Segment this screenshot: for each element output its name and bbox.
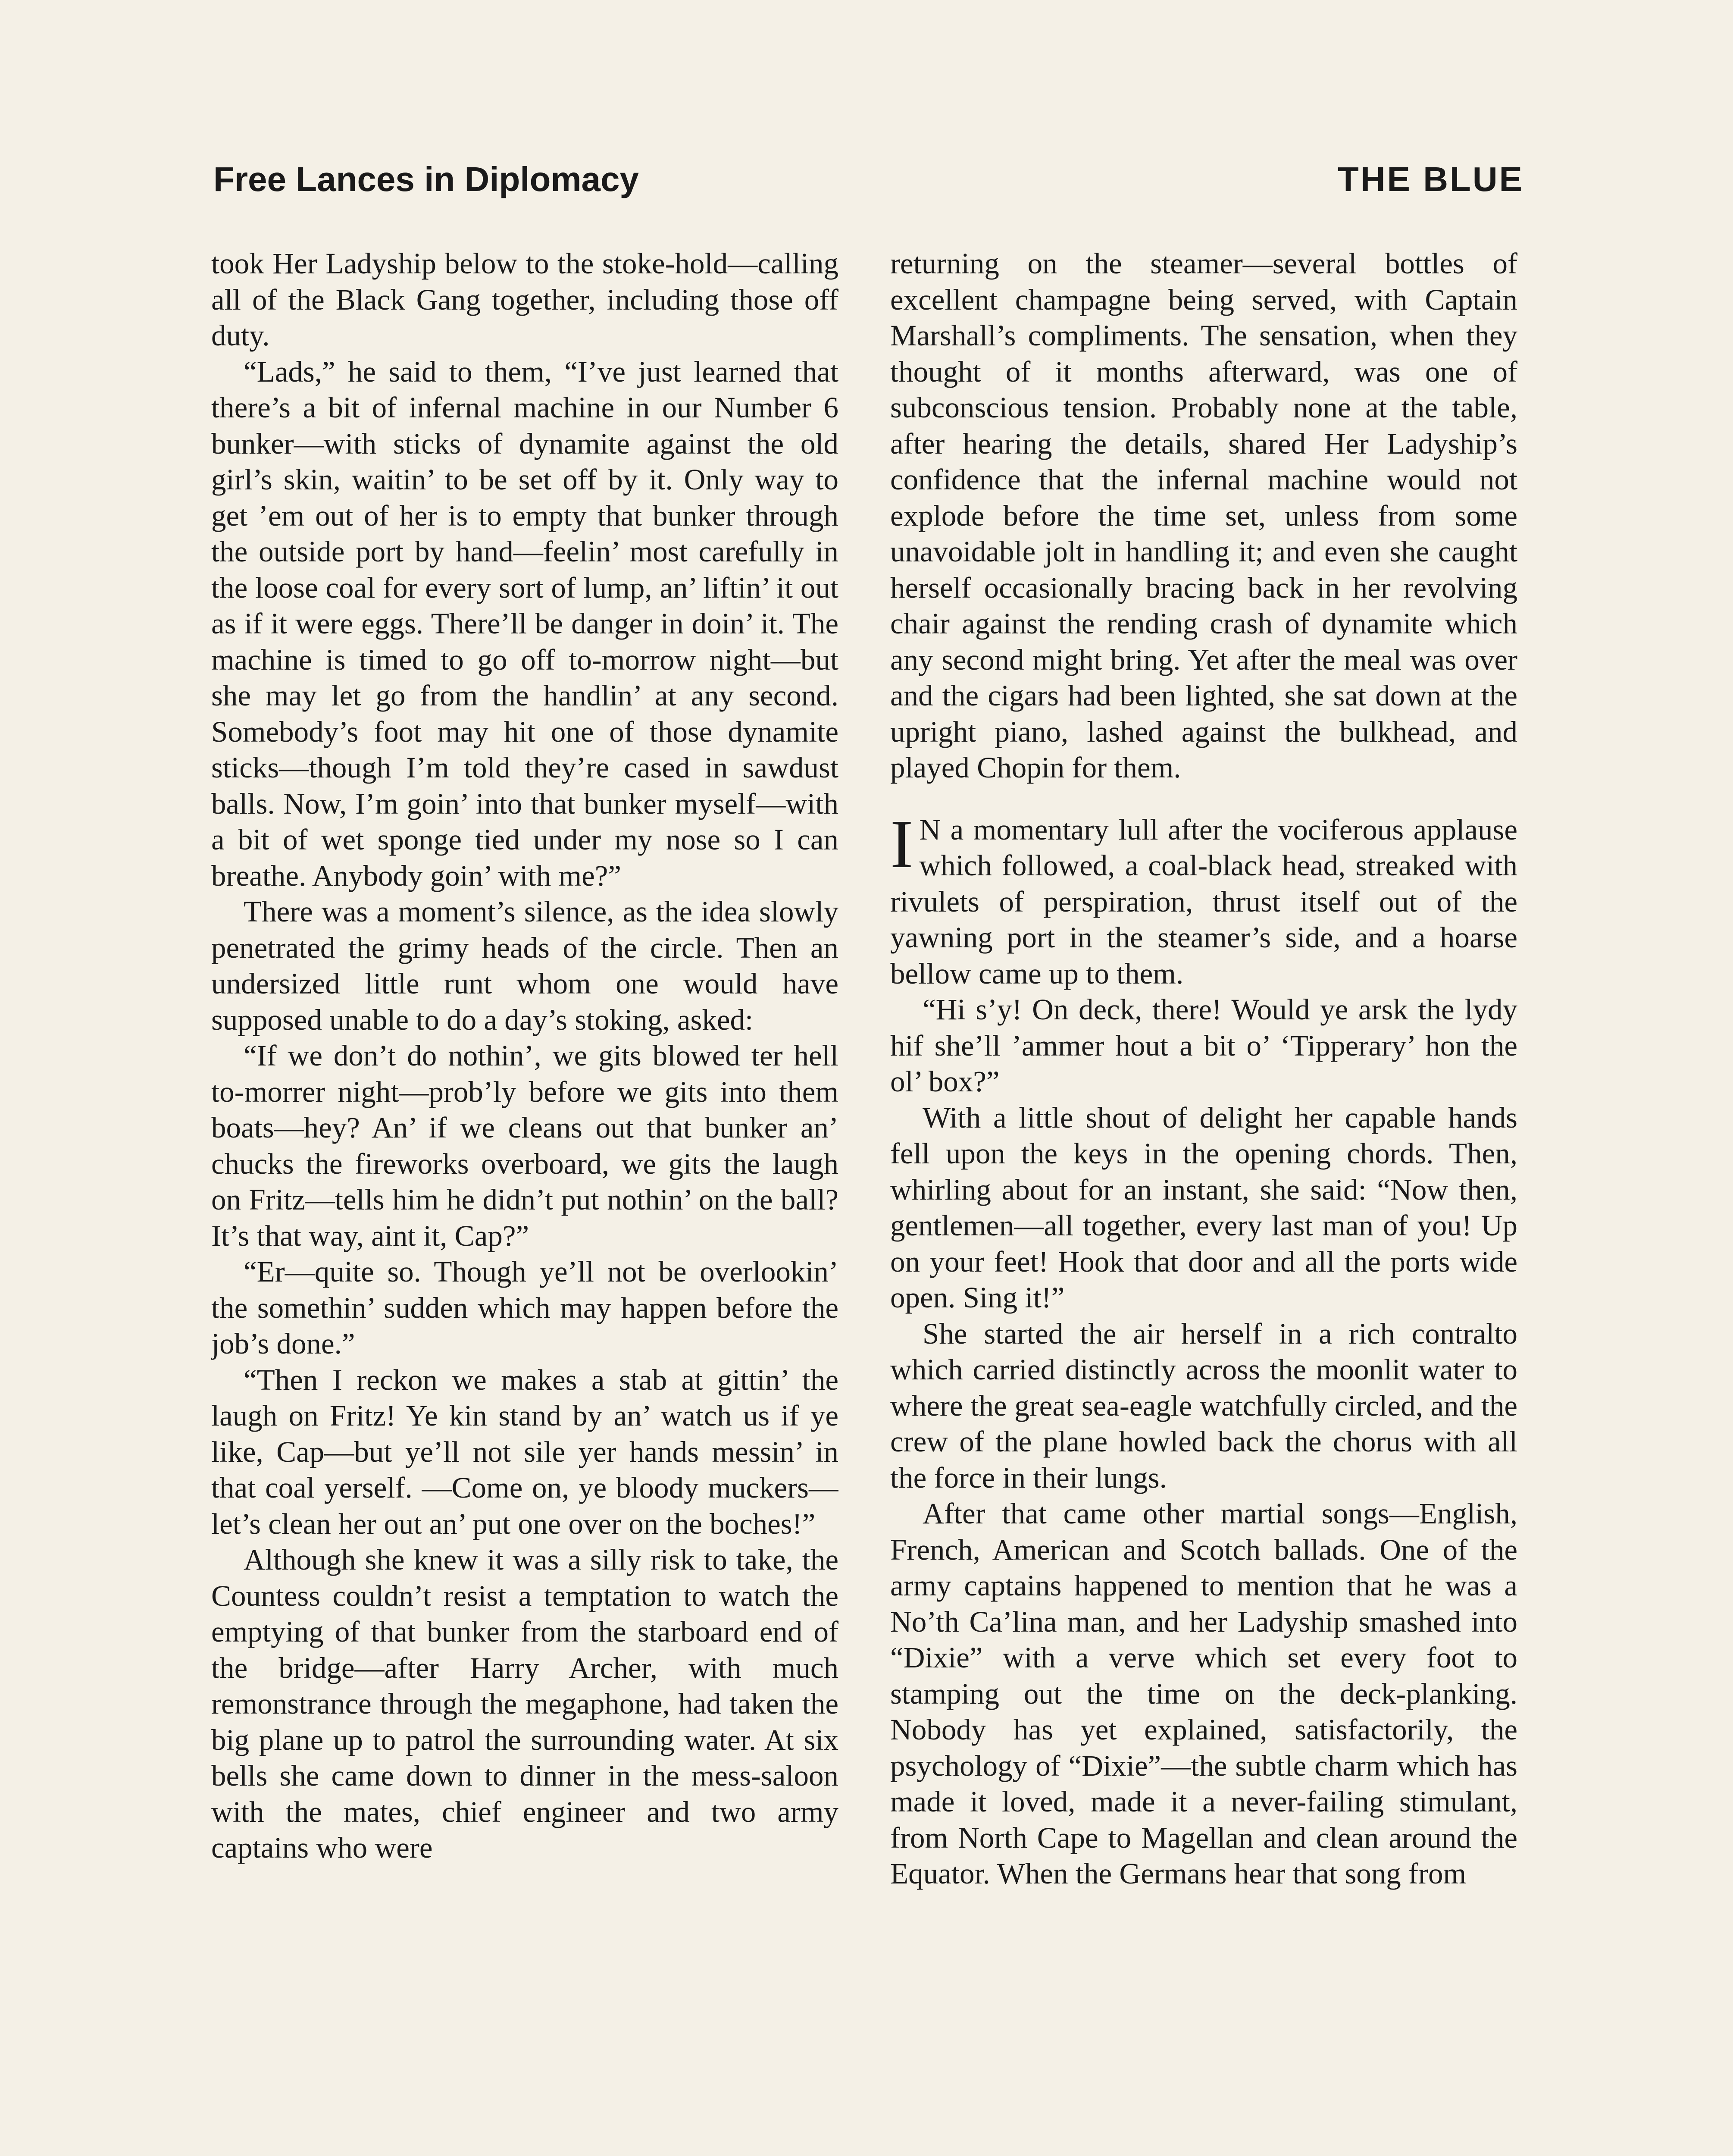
paragraph: took Her Ladyship below to the stoke-hold—calling all of the Black Gang together, including those off duty. — [211, 247, 838, 352]
left-column — [211, 246, 838, 2156]
paragraph: “Er—quite so. Though ye’ll not be overlookin’ the somethin’ sudden which may happen before the job’s done.” — [211, 1255, 838, 1360]
paragraph: “If we don’t do nothin’, we gits blowed ter hell to-morrer night—prob’ly before we gits into them boats—hey? An’ if we cleans out that bunker an’ chucks the fireworks overboard, we gits the laugh on Fritz—tells him he didn’t put nothin’ on the ball? It’s that way, aint it, Cap?” — [211, 1039, 838, 1252]
paragraph: With a little shout of delight her capable hands fell upon the keys in the opening chords. Then, whirling about for an instant, she said: “Now then, gentlemen—all together, every last man of you! Up on your feet! Hook that door and all the ports wide open. Sing it!” — [890, 1101, 1517, 1314]
magazine-name: THE BLUE — [1338, 160, 1524, 198]
paragraph: “Then I reckon we makes a stab at gittin’ the laugh on Fritz! Ye kin stand by an’ watch us if ye like, Cap—but ye’ll not sile yer hands messin’ in that coal yerself. —Come on, ye bloody muckers—let’s clean her out an’ put one over on the boches!” — [211, 1363, 838, 1540]
paragraph: “Lads,” he said to them, “I’ve just learned that there’s a bit of infernal machine in our Number 6 bunker—with sticks of dynamite against the old girl’s skin, waitin’ to be set off by it. Only way to get ’em out of her is to empty that bunker through the outside port by hand—feelin’ most carefully in the loose coal for every sort of lump, an’ liftin’ it out as if it were eggs. There’ll be danger in doin’ it. The machine is timed to go off to-morrow night—but she may let go from the handlin’ at any second. Somebody’s foot may hit one of those dynamite sticks—though I’m told they’re cased in sawdust balls. Now, I’m goin’ into that bunker myself—with a bit of wet sponge tied under my nose so I can breathe. Anybody goin’ with me?” — [211, 355, 838, 892]
story-title: Free Lances in Diplomacy — [213, 160, 639, 198]
paragraph: “Hi s’y! On deck, there! Would ye arsk the lydy hif she’ll ’ammer hout a bit o’ ‘Tipperary’ hon the ol’ box?” — [890, 993, 1517, 1098]
paragraph: There was a moment’s silence, as the idea slowly penetrated the grimy heads of the circle. Then an undersized little runt whom one would have supposed unable to do a day’s stoking, asked: — [211, 895, 838, 1036]
paragraph: returning on the steamer—several bottles of excellent champagne being served, with Captain Marshall’s compliments. The sensation, when they thought of it months afterward, was one of subconscious tension. Probably none at the table, after hearing the details, shared Her Ladyship’s confidence that the infernal machine would not explode before the time set, unless from some unavoidable jolt in handling it; and even she caught herself occasionally bracing back in her revolving chair against the rending crash of dynamite which any second might bring. Yet after the meal was over and the cigars had been lighted, she sat down at the upright piano, lashed against the bulkhead, and played Chopin for them. — [890, 247, 1517, 784]
paragraph: After that came other martial songs—English, French, American and Scotch ballads. One of the army captains happened to mention that he was a No’th Ca’lina man, and her Ladyship smashed into “Dixie” with a verve which set every foot to stamping out the time on the deck-planking. Nobody has yet explained, satisfactorily, the psychology of “Dixie”—the subtle charm which has made it loved, made it a never-failing stimulant, from North Cape to Magellan and clean around the Equator. When the Germans hear that song from — [890, 1497, 1517, 1890]
running-header — [213, 160, 1524, 211]
drop-cap: I — [890, 805, 913, 882]
dropcap-paragraph — [890, 805, 1517, 992]
dropcap-paragraph-text: N a momentary lull after the vociferous applause which followed, a coal-black head, streaked with rivulets of perspiration, thrust itself out of the yawning port in the steamer’s side, and a hoarse bellow came up to them. — [890, 813, 1517, 990]
paragraph: She started the air herself in a rich contralto which carried distinctly across the moonlit water to where the great sea-eagle watchfully circled, and the crew of the plane howled back the chorus with all the force in their lungs. — [890, 1317, 1517, 1494]
paragraph: Although she knew it was a silly risk to take, the Countess couldn’t resist a temptation to watch the emptying of that bunker from the starboard end of the bridge—after Harry Archer, with much remonstrance through the megaphone, had taken the big plane up to patrol the surrounding water. At six bells she came down to dinner in the mess-saloon with the mates, chief engineer and two army captains who were — [211, 1543, 838, 1864]
right-column — [890, 246, 1517, 2156]
